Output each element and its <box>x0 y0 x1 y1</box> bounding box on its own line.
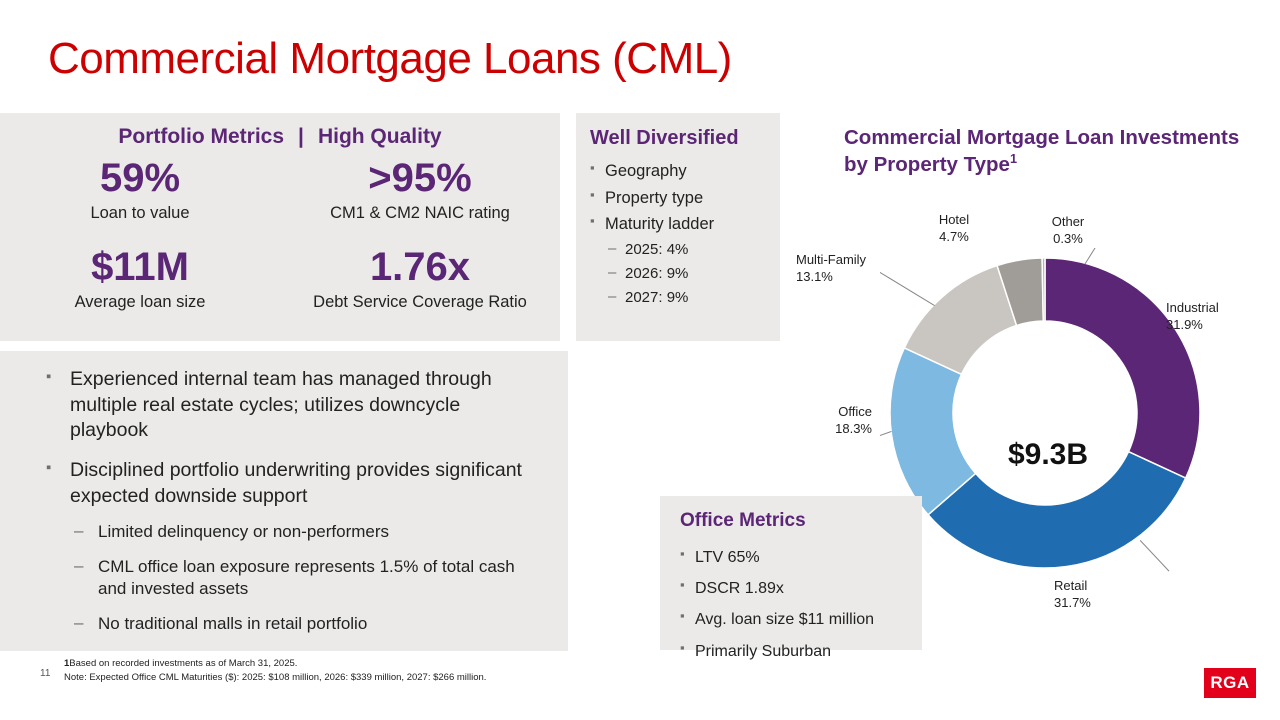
list-item: ▪ Property type <box>590 185 766 212</box>
list-item <box>42 458 542 635</box>
chart-label-retail: Retail 31.7% <box>1054 578 1091 610</box>
metric-label-ltv: Loan to value <box>90 204 190 222</box>
donut-svg <box>880 248 1210 578</box>
metrics-column-right <box>280 153 560 314</box>
metric-label-dscr: Debt Service Coverage Ratio <box>313 293 527 312</box>
chart-label-other: Other 0.3% <box>1051 214 1085 246</box>
well-diversified-panel <box>576 113 780 341</box>
footnote-1-text: Based on recorded investments as of March 31, 2025. <box>69 658 298 669</box>
chart-label-office: Office 18.3% <box>835 404 872 436</box>
list-item: ▪ Primarily Suburban <box>680 636 906 667</box>
metric-value-avg-loan-size: $11M <box>91 245 189 290</box>
list-item: ▪ Maturity ladder <box>590 211 766 238</box>
metric-value-naic-rating: >95% <box>368 156 472 200</box>
chart-label-industrial: Industrial 31.9% <box>1166 300 1219 332</box>
chart-leader-line <box>880 431 892 444</box>
list-item: – 2026: 9% <box>608 262 766 286</box>
metric-value-dscr: 1.76x <box>369 245 471 290</box>
metrics-panel-header <box>0 113 560 149</box>
metric-label-avg-loan-size: Average loan size <box>74 293 206 312</box>
metrics-heading-right: High Quality <box>317 125 442 148</box>
chart-title-text: Commercial Mortgage Loan Investments by Property Type <box>844 126 1240 177</box>
list-item: – 2025: 4% <box>608 238 766 262</box>
donut-center-value: $9.3B <box>1007 438 1089 471</box>
list-item-label: Disciplined portfolio underwriting provides significant expected downside support <box>70 459 522 507</box>
key-points-sub-list <box>70 521 542 635</box>
metrics-columns <box>0 149 560 314</box>
list-item: – No traditional malls in retail portfolio <box>70 613 542 635</box>
chart-title-superscript: 1 <box>1009 151 1018 167</box>
list-item: ▪ Geography <box>590 158 766 185</box>
maturity-ladder-list <box>608 238 766 310</box>
portfolio-metrics-panel <box>0 113 560 341</box>
footnote-marker: 1 <box>64 658 70 669</box>
list-item: – 2027: 9% <box>608 286 766 310</box>
chart-title <box>844 124 1244 178</box>
chart-label-multi-family: Multi-Family 13.1% <box>796 252 867 284</box>
well-diversified-list <box>590 158 766 238</box>
list-item: ▪ Avg. loan size $11 million <box>680 604 906 635</box>
chart-label-hotel: Hotel 4.7% <box>938 212 970 244</box>
metrics-heading-left: Portfolio Metrics <box>118 125 285 148</box>
page-number: 11 <box>40 668 51 679</box>
list-item: ▪ DSCR 1.89x <box>680 573 906 604</box>
rga-logo: RGA <box>1204 668 1256 698</box>
office-metrics-heading: Office Metrics <box>680 510 806 531</box>
footnote-1 <box>64 657 297 671</box>
donut-slice-other <box>1042 258 1045 321</box>
office-metrics-panel <box>660 496 922 660</box>
metric-value-ltv: 59% <box>99 156 181 200</box>
chart-leader-line <box>1085 248 1110 264</box>
footnote-2: Note: Expected Office CML Maturities ($): 2025: $108 million, 2026: $339 million, 2027: $266 million. <box>64 672 487 683</box>
chart-leader-line <box>1140 540 1169 571</box>
key-points-panel <box>0 351 568 651</box>
list-item: – CML office loan exposure represents 1.5% of total cash and invested assets <box>70 556 542 600</box>
well-diversified-heading: Well Diversified <box>590 127 739 149</box>
key-points-list <box>42 367 542 635</box>
chart-leader-line <box>880 255 935 306</box>
page-title: Commercial Mortgage Loans (CML) <box>48 34 732 83</box>
list-item: ▪ LTV 65% <box>680 542 906 573</box>
office-metrics-list <box>680 542 906 667</box>
list-item: ▪ Experienced internal team has managed through multiple real estate cycles; utilizes downcycle playbook <box>42 367 542 444</box>
list-item: – Limited delinquency or non-performers <box>70 521 542 543</box>
metric-label-naic-rating: CM1 & CM2 NAIC rating <box>330 204 510 222</box>
metrics-heading-separator: | <box>298 125 304 148</box>
metrics-column-left <box>0 153 280 314</box>
